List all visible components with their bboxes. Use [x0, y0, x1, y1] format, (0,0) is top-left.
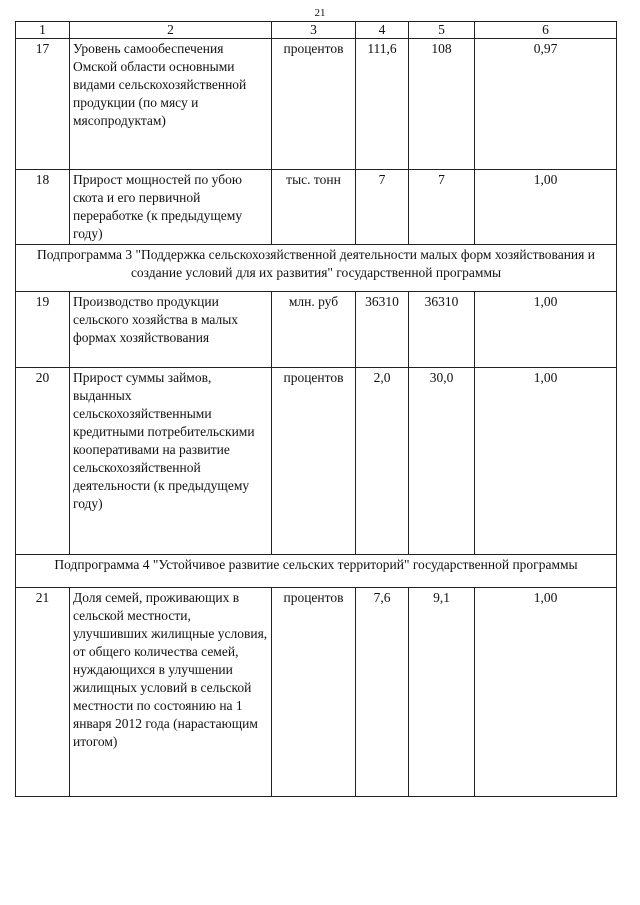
value-col4: 7	[356, 170, 409, 245]
table-row	[16, 368, 617, 555]
row-number: 20	[16, 368, 70, 555]
value-col5: 9,1	[409, 588, 475, 797]
indicator-name: Прирост суммы займов, выданных сельскохозяйственными кредитными потребительскими кооперативами на развитие сельскохозяйственной деятельности (к предыдущему году)	[70, 368, 272, 555]
unit-cell: процентов	[272, 39, 356, 170]
unit-cell: млн. руб	[272, 292, 356, 368]
value-col6: 1,00	[475, 588, 617, 797]
value-col4: 7,6	[356, 588, 409, 797]
subprogram-3-title: Подпрограмма 3 "Поддержка сельскохозяйственной деятельности малых форм хозяйствования и создание условий для их развития" государственной программы	[16, 245, 617, 292]
row-number: 18	[16, 170, 70, 245]
row-number: 19	[16, 292, 70, 368]
value-col6: 1,00	[475, 292, 617, 368]
row-number: 21	[16, 588, 70, 797]
value-col5: 7	[409, 170, 475, 245]
unit-cell: процентов	[272, 588, 356, 797]
unit-cell: тыс. тонн	[272, 170, 356, 245]
unit-cell: процентов	[272, 368, 356, 555]
header-cell-4: 4	[356, 22, 409, 39]
subprogram-4-title: Подпрограмма 4 "Устойчивое развитие сельских территорий" государственной программы	[16, 555, 617, 588]
indicator-name: Производство продукции сельского хозяйства в малых формах хозяйствования	[70, 292, 272, 368]
header-cell-3: 3	[272, 22, 356, 39]
value-col6: 1,00	[475, 170, 617, 245]
value-col6: 1,00	[475, 368, 617, 555]
table-row	[16, 39, 617, 170]
value-col6: 0,97	[475, 39, 617, 170]
indicator-name: Доля семей, проживающих в сельской местности, улучшивших жилищные условия, от общего количества семей, нуждающихся в улучшении жилищных условий в сельской местности по состоянию на 1 января 2012 года (нарастающим итогом)	[70, 588, 272, 797]
header-cell-5: 5	[409, 22, 475, 39]
table-row	[16, 588, 617, 797]
indicators-table	[15, 21, 617, 797]
subprogram-row	[16, 245, 617, 292]
page-number: 21	[314, 7, 326, 19]
value-col4: 2,0	[356, 368, 409, 555]
value-col4: 36310	[356, 292, 409, 368]
table-row	[16, 170, 617, 245]
header-cell-2: 2	[70, 22, 272, 39]
indicator-name: Уровень самообеспечения Омской области основными видами сельскохозяйственной продукции (по мясу и мясопродуктам)	[70, 39, 272, 170]
indicator-name: Прирост мощностей по убою скота и его первичной переработке (к предыдущему году)	[70, 170, 272, 245]
table-row	[16, 292, 617, 368]
subprogram-row	[16, 555, 617, 588]
header-row	[16, 22, 617, 39]
value-col5: 30,0	[409, 368, 475, 555]
value-col5: 36310	[409, 292, 475, 368]
value-col4: 111,6	[356, 39, 409, 170]
header-cell-6: 6	[475, 22, 617, 39]
value-col5: 108	[409, 39, 475, 170]
row-number: 17	[16, 39, 70, 170]
header-cell-1: 1	[16, 22, 70, 39]
